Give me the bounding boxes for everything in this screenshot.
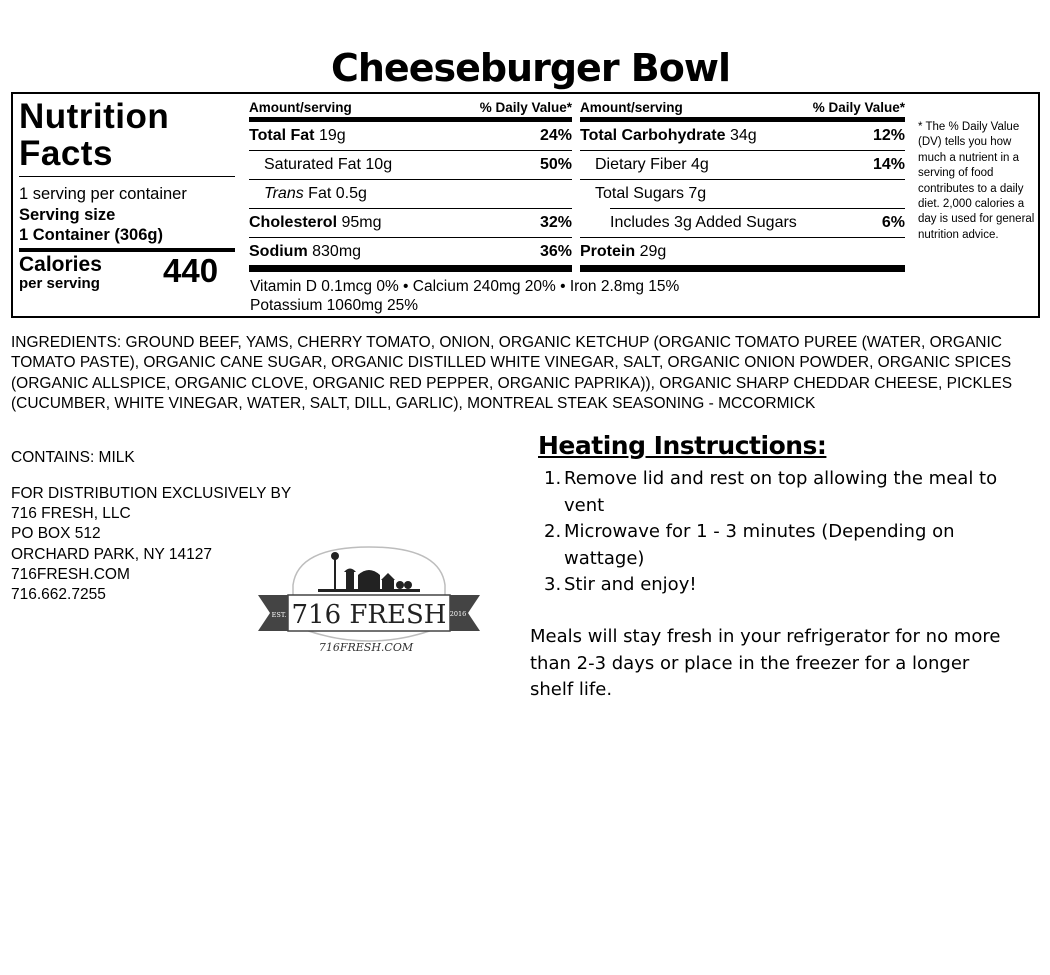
- vitamins-minerals: [250, 277, 679, 315]
- nutrient-amount: 29g: [639, 243, 667, 260]
- step-number: 2.: [544, 521, 562, 542]
- distributor-info: [11, 484, 291, 605]
- logo-year: 2016: [449, 610, 467, 618]
- nutrient-name: Total Carbohydrate: [580, 127, 726, 144]
- nutrient-row-total-carbohydrate: [580, 122, 905, 151]
- column-header: [580, 100, 905, 116]
- vitamins-line1: Vitamin D 0.1mcg 0% • Calcium 240mg 20% • Iron 2.8mg 15%: [250, 278, 680, 295]
- nutrient-dv: 50%: [539, 156, 572, 173]
- step-text: Remove lid and rest on top allowing the meal to vent: [564, 468, 998, 516]
- nutrient-name: Sodium: [249, 243, 308, 260]
- distributor-phone: 716.662.7255: [11, 586, 106, 604]
- nutrient-name: Trans: [264, 185, 304, 202]
- nutrient-row-dietary-fiber: [580, 151, 905, 180]
- distributor-website: 716FRESH.COM: [11, 565, 130, 583]
- heading-line2: Facts: [19, 134, 113, 173]
- storage-note: Meals will stay fresh in your refrigerator for no more than 2-3 days or place in the freezer for a longer shelf life.: [530, 626, 1001, 700]
- heating-step: [544, 466, 1014, 519]
- nutrient-column-right: [580, 100, 905, 270]
- nutrient-dv: 24%: [539, 127, 572, 144]
- heating-step: [544, 572, 1014, 599]
- nutrient-dv: 14%: [872, 156, 905, 173]
- logo-graphic: [258, 545, 480, 657]
- nutrient-name: Includes 3g Added Sugars: [610, 214, 797, 231]
- servings-per-container: 1 serving per container: [19, 185, 187, 203]
- distributor-line: FOR DISTRIBUTION EXCLUSIVELY BY: [11, 485, 292, 502]
- nutrient-amount: 95mg: [341, 214, 382, 231]
- logo-est: EST.: [271, 611, 287, 619]
- step-number: 1.: [544, 468, 562, 489]
- nutrient-row-trans-fat: [249, 180, 572, 209]
- nutrition-facts-panel: [11, 92, 1040, 318]
- logo-name: 716 FRESH: [291, 600, 447, 630]
- distributor-city: ORCHARD PARK, NY 14127: [11, 545, 213, 563]
- nutrient-name: Dietary Fiber: [595, 156, 687, 173]
- dv-header: % Daily Value*: [812, 100, 905, 115]
- ingredients-list: INGREDIENTS: GROUND BEEF, YAMS, CHERRY TOMATO, ONION, ORGANIC KETCHUP (ORGANIC TOMATO PUREE (WATER, ORGANIC TOMATO PASTE), ORGANIC CANE SUGAR, ORGANIC DISTILLED WHITE VINEGAR, SALT, ORGANIC ONION POWDER, ORGANIC SPICES (ORGANIC ALLSPICE, ORGANIC CLOVE, ORGANIC RED PEPPER, ORGANIC PAPRIKA)), ORGANIC SHARP CHEDDAR CHEESE, PICKLES (CUCUMBER, WHITE VINEGAR, WATER, SALT, DILL, GARLIC), MONTREAL STEAK SEASONING - MCCORMICK: [11, 334, 1013, 412]
- calories-sub: per serving: [19, 275, 100, 292]
- calories-label: Calories: [19, 253, 102, 276]
- amount-header: Amount/serving: [249, 100, 352, 115]
- calories-value: 440: [163, 252, 219, 289]
- serving-size-value: 1 Container (306g): [19, 226, 163, 244]
- nutrient-name-suffix: Fat: [308, 185, 332, 202]
- nutrient-row-saturated-fat: [249, 151, 572, 180]
- distributor-po-box: PO BOX 512: [11, 525, 101, 543]
- rule-thick: [580, 265, 905, 272]
- nutrient-row-protein: [580, 238, 905, 267]
- nutrition-facts-heading: [19, 98, 169, 172]
- heading-line1: Nutrition: [19, 97, 170, 136]
- 716-fresh-logo: [258, 545, 480, 657]
- nutrient-name: Total Sugars: [595, 185, 684, 202]
- serving-size-label: Serving size: [19, 206, 116, 224]
- nutrient-dv: 12%: [872, 127, 905, 144]
- nutrient-amount: 4g: [691, 156, 709, 173]
- allergen-statement: CONTAINS: MILK: [11, 449, 135, 466]
- nutrient-name: Saturated Fat: [264, 156, 361, 173]
- nutrient-amount: 34g: [729, 127, 757, 144]
- rule-thick: [249, 265, 572, 272]
- nutrient-amount: 10g: [365, 156, 393, 173]
- nutrient-row-cholesterol: [249, 209, 572, 238]
- step-text: Stir and enjoy!: [564, 574, 697, 595]
- heating-step: [544, 519, 1014, 572]
- nutrient-amount: 830mg: [312, 243, 362, 260]
- nutrient-row-added-sugars: [580, 209, 905, 238]
- nutrient-amount: 19g: [318, 127, 346, 144]
- distributor-name: 716 FRESH, LLC: [11, 505, 131, 523]
- step-number: 3.: [544, 574, 562, 595]
- amount-header: Amount/serving: [580, 100, 683, 115]
- nutrient-dv: 6%: [881, 214, 905, 231]
- nutrient-name: Protein: [580, 243, 636, 260]
- rule: [19, 176, 235, 177]
- nutrient-amount: 7g: [688, 185, 707, 202]
- nutrient-column-left: [249, 100, 572, 270]
- nutrient-name: Cholesterol: [249, 214, 338, 231]
- step-text: Microwave for 1 - 3 minutes (Depending on wattage): [564, 521, 955, 569]
- nutrient-row-total-sugars: [580, 180, 905, 209]
- logo-url: 716FRESH.COM: [318, 641, 414, 654]
- product-title: Cheeseburger Bowl: [330, 46, 730, 90]
- nutrient-row-total-fat: [249, 122, 572, 151]
- column-header: [249, 100, 572, 116]
- heating-instructions-title: Heating Instructions:: [538, 431, 827, 460]
- heating-steps: [544, 466, 1014, 599]
- nutrient-amount: 0.5g: [335, 185, 367, 202]
- daily-value-footnote: * The % Daily Value (DV) tells you how much a nutrient in a serving of food contributes to a daily diet. 2,000 calories a day is used for general nutrition advice.: [918, 121, 1035, 241]
- nutrient-name: Total Fat: [249, 127, 315, 144]
- dv-header: % Daily Value*: [479, 100, 572, 115]
- vitamins-line2: Potassium 1060mg 25%: [250, 297, 419, 314]
- nutrient-dv: 36%: [539, 243, 572, 260]
- nutrient-dv: 32%: [539, 214, 572, 231]
- nutrient-row-sodium: [249, 238, 572, 267]
